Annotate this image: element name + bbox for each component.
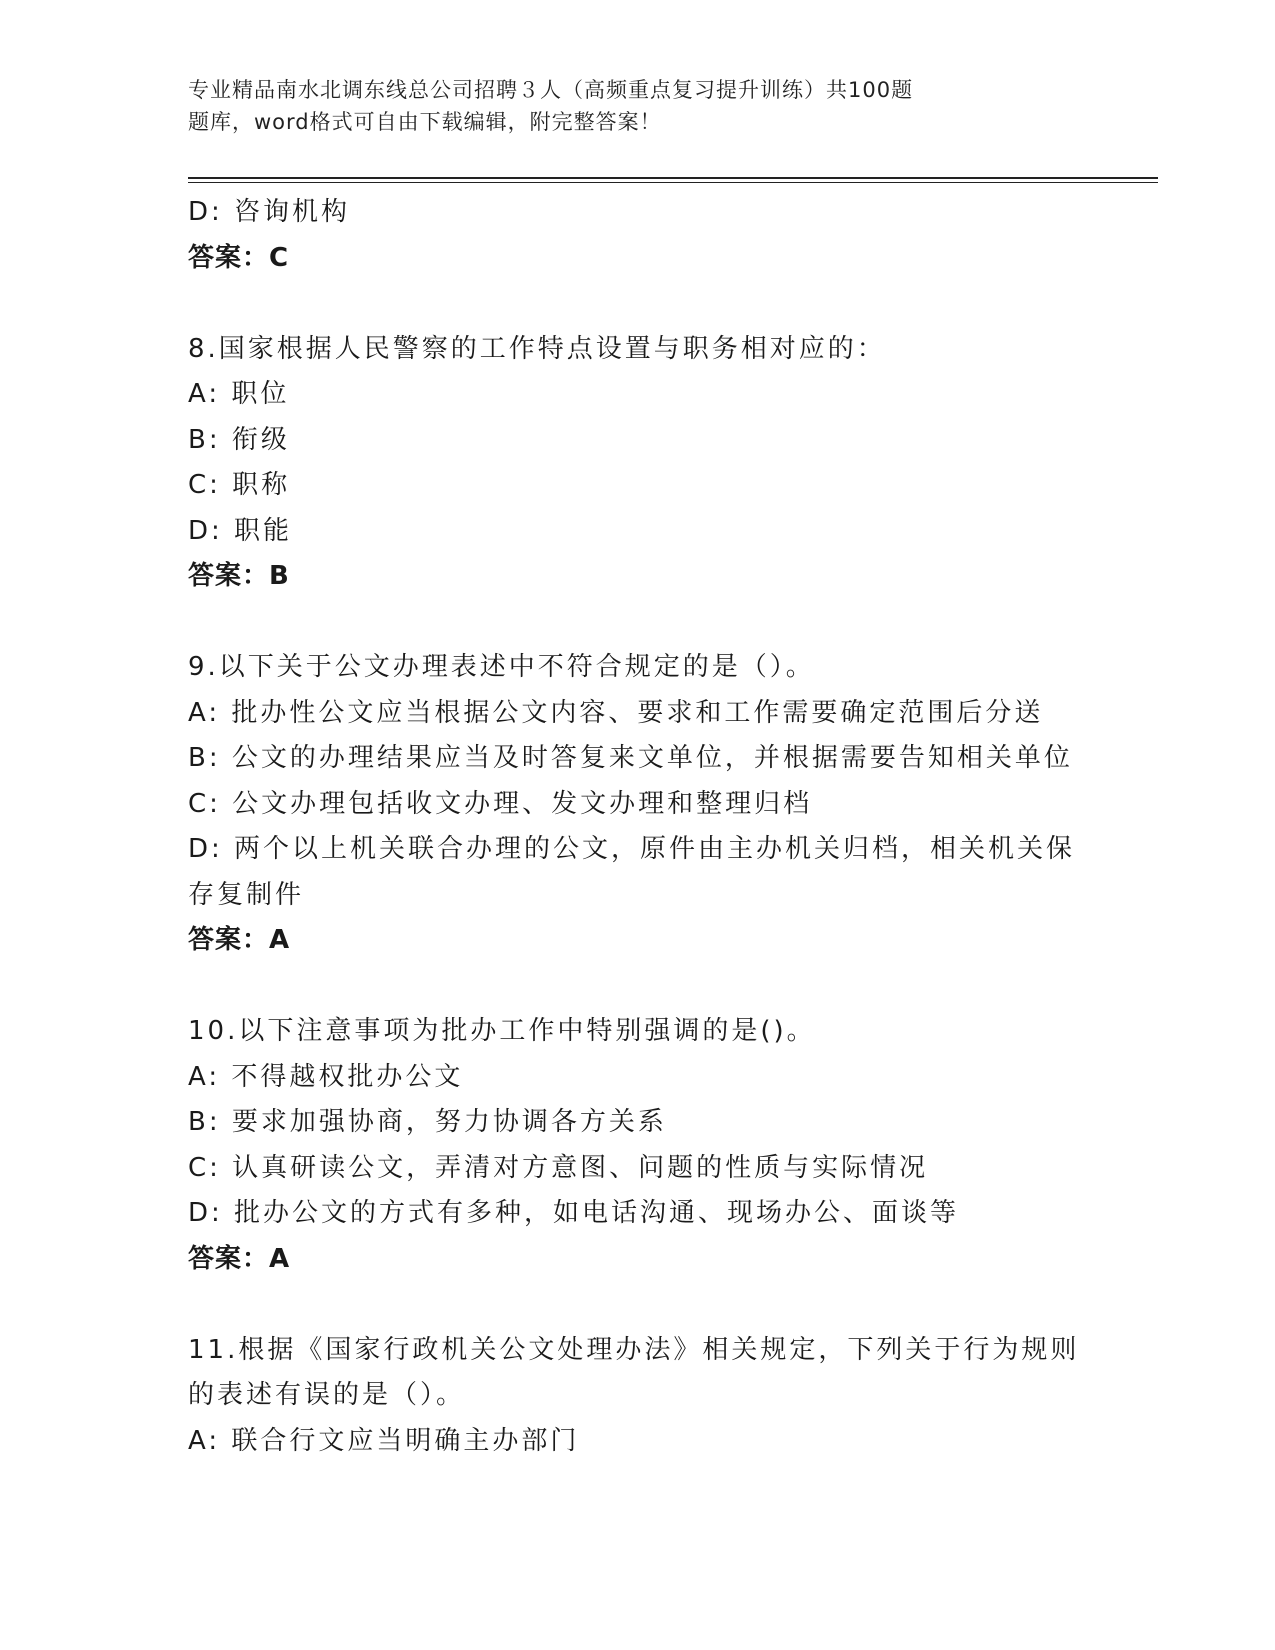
q10-answer: 答案：A (188, 1243, 291, 1274)
header-rule-thick (188, 177, 1158, 179)
q9-option-c: C: 公文办理包括收文办理、发文办理和整理归档 (188, 788, 813, 819)
page-header (188, 74, 1068, 138)
spacer (188, 964, 1088, 1010)
prev-answer: 答案：C (188, 242, 290, 273)
q11-option-a: A: 联合行文应当明确主办部门 (188, 1425, 580, 1456)
q11-stem-line2: 的表述有误的是（）。 (188, 1380, 466, 1410)
q9-option-d-line1: D: 两个以上机关联合办理的公文，原件由主办机关归档，相关机关保 (188, 834, 1076, 864)
header-line-1: 专业精品南水北调东线总公司招聘３人（高频重点复习提升训练）共100题 (188, 78, 914, 102)
q9-option-b: B: 公文的办理结果应当及时答复来文单位，并根据需要告知相关单位 (188, 743, 1073, 773)
header-rule-thin (188, 182, 1158, 183)
document-body (188, 190, 1088, 1464)
q8-stem: 8.国家根据人民警察的工作特点设置与职务相对应的： (188, 333, 886, 364)
q9-answer: 答案：A (188, 925, 291, 955)
q9-option-a: A: 批办性公文应当根据公文内容、要求和工作需要确定范围后分送 (188, 697, 1044, 728)
q10-option-c: C: 认真研读公文，弄清对方意图、问题的性质与实际情况 (188, 1152, 929, 1183)
spacer (188, 1282, 1088, 1328)
q8-answer: 答案：B (188, 561, 290, 591)
q10-stem: 10.以下注意事项为批办工作中特别强调的是()。 (188, 1016, 816, 1046)
q8-option-b: B: 衔级 (188, 424, 290, 455)
q10-option-d: D: 批办公文的方式有多种，如电话沟通、现场办公、面谈等 (188, 1198, 960, 1228)
q9-option-d-line2: 存复制件 (188, 879, 305, 910)
q10-option-a: A: 不得越权批办公文 (188, 1061, 464, 1092)
q10-option-b: B: 要求加强协商，努力协调各方关系 (188, 1107, 667, 1137)
header-line-2: 题库，word格式可自由下载编辑，附完整答案！ (188, 110, 662, 134)
spacer (188, 600, 1088, 646)
spacer (188, 281, 1088, 327)
q9-stem: 9.以下关于公文办理表述中不符合规定的是（）。 (188, 652, 815, 682)
q8-option-a: A: 职位 (188, 379, 290, 409)
q8-option-c: C: 职称 (188, 470, 291, 500)
q8-option-d: D: 职能 (188, 515, 293, 546)
q11-stem-line1: 11.根据《国家行政机关公文处理办法》相关规定，下列关于行为规则 (188, 1334, 1080, 1365)
prev-option-d: D: 咨询机构 (188, 197, 351, 227)
